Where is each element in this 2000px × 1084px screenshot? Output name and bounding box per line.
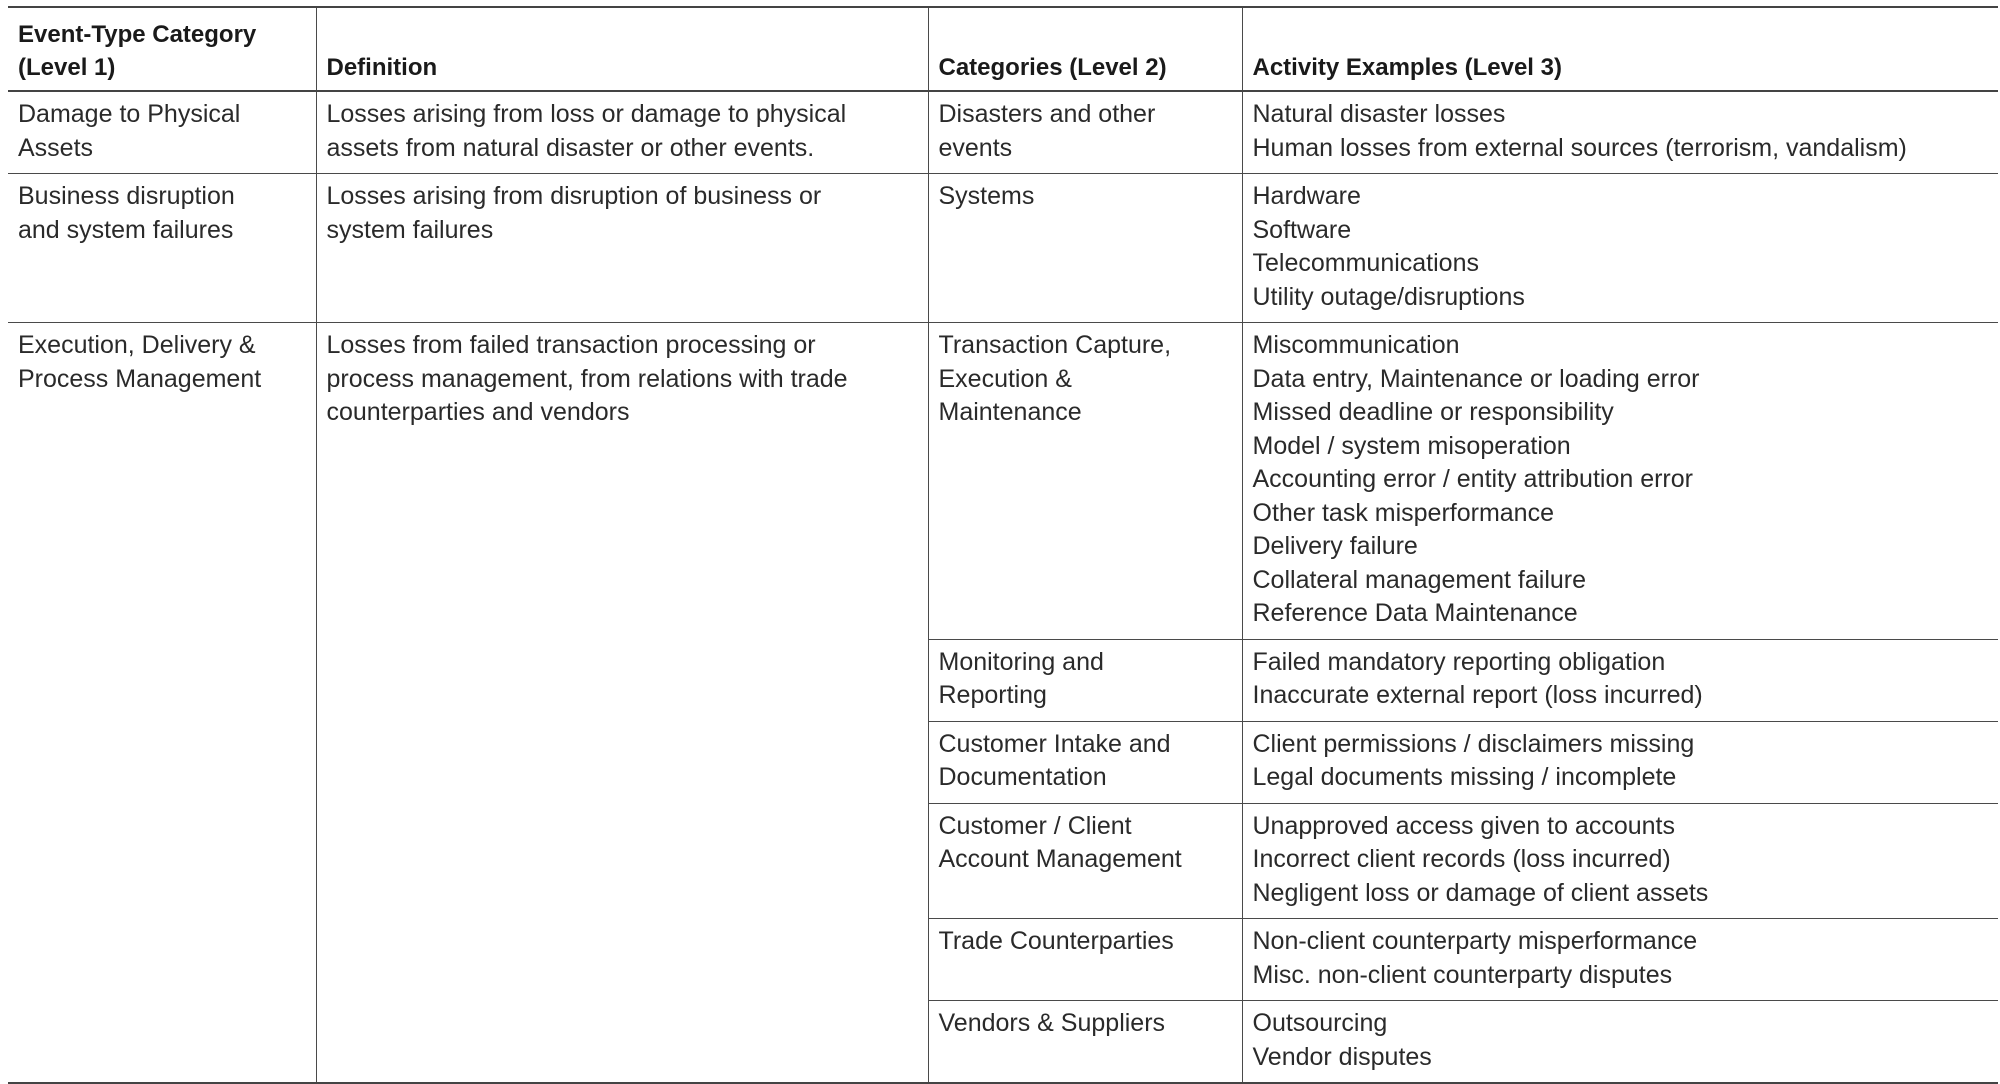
header-definition: Definition bbox=[316, 7, 928, 91]
table-row bbox=[8, 174, 1998, 323]
cell-line: Non-client counterparty misperformance bbox=[1252, 927, 1698, 955]
cell-line: Inaccurate external report (loss incurred) bbox=[1252, 681, 1703, 709]
cell-line: events bbox=[938, 133, 1013, 162]
cell-line: Losses from failed transaction processing or bbox=[326, 331, 816, 359]
level2-cell bbox=[928, 721, 1242, 803]
examples-cell bbox=[1242, 174, 1998, 323]
cell-line: Vendors & Suppliers bbox=[938, 1009, 1166, 1037]
cell-line: Missed deadline or responsibility bbox=[1252, 398, 1614, 426]
cell-line: Reference Data Maintenance bbox=[1252, 599, 1578, 627]
cell-line: Process Management bbox=[18, 364, 262, 393]
cell-line: Documentation bbox=[938, 763, 1107, 791]
cell-line: Assets bbox=[18, 133, 94, 162]
examples-cell bbox=[1242, 803, 1998, 919]
cell-line: Legal documents missing / incomplete bbox=[1252, 763, 1677, 791]
header-level1-line: Event-Type Category bbox=[18, 21, 257, 48]
cell-line: Human losses from external sources (terrorism, vandalism) bbox=[1252, 133, 1907, 162]
header-level2: Categories (Level 2) bbox=[928, 7, 1242, 91]
cell-line: Accounting error / entity attribution error bbox=[1252, 465, 1693, 493]
examples-cell bbox=[1242, 91, 1998, 174]
cell-line: Unapproved access given to accounts bbox=[1252, 811, 1675, 840]
cell-line: Client permissions / disclaimers missing bbox=[1252, 729, 1695, 758]
cell-line: Software bbox=[1252, 215, 1352, 244]
cell-line: Account Management bbox=[938, 845, 1182, 873]
header-level3: Activity Examples (Level 3) bbox=[1242, 7, 1998, 91]
cell-line: Maintenance bbox=[938, 398, 1082, 426]
cell-line: counterparties and vendors bbox=[326, 398, 630, 426]
header-level1 bbox=[8, 7, 316, 91]
header-row bbox=[8, 7, 1998, 91]
level2-cell bbox=[928, 323, 1242, 640]
cell-line: Business disruption bbox=[18, 182, 235, 210]
table-row bbox=[8, 91, 1998, 174]
cell-line: Execution, Delivery & bbox=[18, 331, 256, 359]
definition-cell bbox=[316, 323, 928, 1084]
header-level1-line: (Level 1) bbox=[18, 54, 116, 81]
cell-line: Outsourcing bbox=[1252, 1009, 1388, 1037]
level1-cell bbox=[8, 323, 316, 1084]
level2-cell bbox=[928, 919, 1242, 1001]
cell-line: Delivery failure bbox=[1252, 532, 1418, 560]
cell-line: Damage to Physical bbox=[18, 100, 241, 128]
cell-line: Reporting bbox=[938, 681, 1047, 709]
cell-line: Hardware bbox=[1252, 182, 1361, 210]
cell-line: Transaction Capture, bbox=[938, 331, 1172, 359]
examples-cell bbox=[1242, 721, 1998, 803]
level1-cell bbox=[8, 174, 316, 323]
cell-line: Vendor disputes bbox=[1252, 1042, 1432, 1071]
cell-line: Natural disaster losses bbox=[1252, 100, 1506, 128]
level2-cell bbox=[928, 639, 1242, 721]
cell-line: Losses arising from loss or damage to physical bbox=[326, 100, 847, 128]
cell-line: Negligent loss or damage of client assets bbox=[1252, 878, 1709, 907]
cell-line: Systems bbox=[938, 182, 1035, 210]
cell-line: assets from natural disaster or other events. bbox=[326, 133, 815, 162]
cell-line: Disasters and other bbox=[938, 100, 1156, 128]
level2-cell bbox=[928, 91, 1242, 174]
cell-line: system failures bbox=[326, 215, 494, 244]
examples-cell bbox=[1242, 1001, 1998, 1084]
cell-line: Execution & bbox=[938, 364, 1072, 393]
level2-cell bbox=[928, 803, 1242, 919]
examples-cell bbox=[1242, 323, 1998, 640]
operational-risk-table-container bbox=[8, 6, 1998, 1084]
table-row bbox=[8, 323, 1998, 640]
cell-line: Incorrect client records (loss incurred) bbox=[1252, 845, 1671, 873]
cell-line: Data entry, Maintenance or loading error bbox=[1252, 364, 1700, 393]
event-type-table bbox=[8, 6, 1998, 1084]
cell-line: Miscommunication bbox=[1252, 331, 1460, 359]
cell-line: process management, from relations with trade bbox=[326, 364, 848, 393]
cell-line: Telecommunications bbox=[1252, 249, 1479, 277]
cell-line: Failed mandatory reporting obligation bbox=[1252, 647, 1666, 676]
level2-cell bbox=[928, 1001, 1242, 1084]
examples-cell bbox=[1242, 639, 1998, 721]
cell-line: Customer Intake and bbox=[938, 729, 1171, 758]
cell-line: Collateral management failure bbox=[1252, 565, 1587, 594]
cell-line: Monitoring and bbox=[938, 647, 1104, 676]
definition-cell bbox=[316, 174, 928, 323]
definition-cell bbox=[316, 91, 928, 174]
level2-cell bbox=[928, 174, 1242, 323]
cell-line: Trade Counterparties bbox=[938, 927, 1174, 955]
cell-line: Losses arising from disruption of business or bbox=[326, 182, 822, 210]
cell-line: Utility outage/disruptions bbox=[1252, 282, 1525, 311]
level1-cell bbox=[8, 91, 316, 174]
cell-line: Misc. non-client counterparty disputes bbox=[1252, 960, 1673, 989]
cell-line: and system failures bbox=[18, 215, 234, 244]
cell-line: Model / system misoperation bbox=[1252, 431, 1571, 460]
cell-line: Customer / Client bbox=[938, 811, 1132, 840]
examples-cell bbox=[1242, 919, 1998, 1001]
cell-line: Other task misperformance bbox=[1252, 498, 1554, 527]
